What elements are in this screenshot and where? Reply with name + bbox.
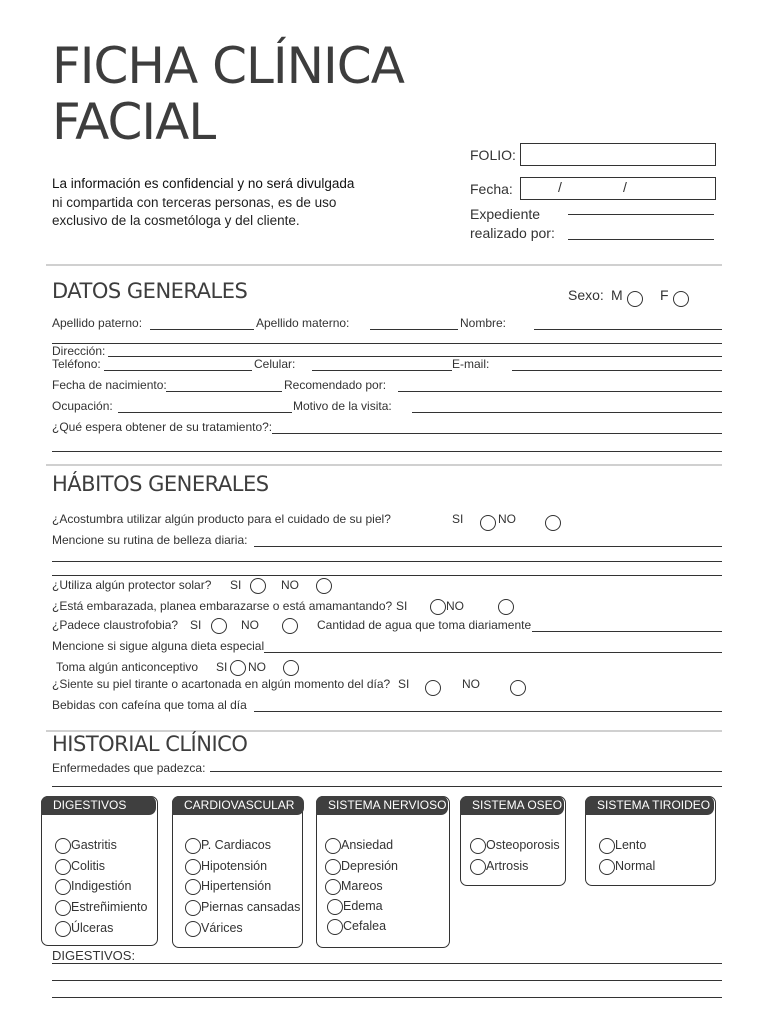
digestivos-line-3[interactable] bbox=[52, 997, 722, 998]
agua-label: Cantidad de agua que toma diariamente bbox=[317, 618, 532, 632]
digestivos-line-2[interactable] bbox=[52, 980, 722, 981]
option-edema[interactable] bbox=[343, 899, 383, 913]
motivo-label: Motivo de la visita: bbox=[293, 399, 392, 413]
section-historial-clinico: HISTORIAL CLÍNICO bbox=[52, 732, 248, 756]
option-label: Colitis bbox=[71, 859, 106, 873]
option-osteoporosis[interactable] bbox=[486, 838, 560, 852]
section-datos-generales: DATOS GENERALES bbox=[52, 279, 248, 303]
option-indigestion[interactable] bbox=[71, 879, 131, 893]
radio-circle[interactable] bbox=[55, 859, 71, 875]
category-sistema-oseo bbox=[460, 796, 566, 886]
rutina-line[interactable] bbox=[254, 546, 722, 547]
radio-circle[interactable] bbox=[185, 838, 201, 854]
option-label: Gastritis bbox=[71, 838, 117, 852]
radio-circle[interactable] bbox=[470, 838, 486, 854]
option-p-cardiacos[interactable] bbox=[201, 838, 271, 852]
apellido-paterno-label: Apellido paterno: bbox=[52, 316, 143, 330]
celular-line[interactable] bbox=[312, 370, 452, 371]
radio-circle[interactable] bbox=[185, 921, 201, 937]
option-ansiedad[interactable] bbox=[341, 838, 393, 852]
option-cefalea[interactable] bbox=[343, 919, 386, 933]
embarazada-si-radio[interactable] bbox=[430, 599, 446, 615]
option-label: Cefalea bbox=[343, 919, 387, 933]
option-label: Hipertensión bbox=[201, 879, 272, 893]
radio-circle[interactable] bbox=[599, 838, 615, 854]
category-digestivos bbox=[41, 796, 158, 946]
protector-question: ¿Utiliza algún protector solar? bbox=[52, 578, 212, 592]
sexo-m-label: M bbox=[611, 287, 623, 303]
tirante-no-radio[interactable] bbox=[510, 680, 526, 696]
realizado-label: realizado por: bbox=[470, 225, 555, 241]
sexo-f-label: F bbox=[660, 287, 669, 303]
anticonceptivo-si-label: SI bbox=[216, 660, 228, 674]
enfermedades-line[interactable] bbox=[210, 771, 722, 772]
radio-circle[interactable] bbox=[185, 900, 201, 916]
category-header: SISTEMA NERVIOSO bbox=[316, 796, 448, 815]
option-mareos[interactable] bbox=[341, 879, 383, 893]
radio-circle[interactable] bbox=[55, 879, 71, 895]
section-habitos-generales: HÁBITOS GENERALES bbox=[52, 472, 269, 496]
option-label: Artrosis bbox=[486, 859, 529, 873]
option-estrenimiento[interactable] bbox=[71, 900, 147, 914]
option-label: Hipotensión bbox=[201, 859, 268, 873]
enfermedades-label: Enfermedades que padezca: bbox=[52, 761, 206, 775]
expediente-label: Expediente bbox=[470, 206, 541, 222]
tirante-si-label: SI bbox=[398, 677, 410, 691]
confidentiality-note bbox=[52, 175, 392, 231]
embarazada-si-label: SI bbox=[396, 599, 408, 613]
option-label: Indigestión bbox=[71, 879, 132, 893]
blank-line[interactable] bbox=[52, 343, 722, 344]
direccion-label: Dirección: bbox=[52, 344, 106, 358]
option-label: Úlceras bbox=[71, 921, 114, 935]
producto-question: ¿Acostumbra utilizar algún producto para el cuidado de su piel? bbox=[52, 512, 391, 526]
celular-label: Celular: bbox=[254, 357, 296, 371]
option-hipertension[interactable] bbox=[201, 879, 271, 893]
producto-si-radio[interactable] bbox=[480, 515, 496, 531]
recomendado-label: Recomendado por: bbox=[284, 378, 387, 392]
option-label: Mareos bbox=[341, 879, 383, 893]
sexo-m-radio[interactable] bbox=[627, 291, 643, 307]
radio-circle[interactable] bbox=[55, 921, 71, 937]
intro-line-3: exclusivo de la cosmetóloga y del cliente. bbox=[52, 213, 300, 228]
option-colitis[interactable] bbox=[71, 859, 105, 873]
rutina-line-3[interactable] bbox=[52, 575, 722, 576]
option-gastritis[interactable] bbox=[71, 838, 117, 852]
intro-line-2: ni compartida con terceras personas, es de uso bbox=[52, 194, 337, 210]
option-label: Várices bbox=[201, 921, 243, 935]
expediente-line[interactable] bbox=[568, 214, 714, 215]
cafeina-line[interactable] bbox=[254, 711, 722, 712]
option-ulceras[interactable] bbox=[71, 921, 113, 935]
folio-field[interactable] bbox=[520, 143, 716, 166]
telefono-label: Teléfono: bbox=[52, 357, 101, 371]
radio-circle[interactable] bbox=[470, 859, 486, 875]
category-header: CARDIOVASCULAR bbox=[172, 796, 304, 815]
fecha-separator-2: / bbox=[623, 179, 627, 195]
rutina-label: Mencione su rutina de belleza diaria: bbox=[52, 533, 248, 547]
anticonceptivo-no-radio[interactable] bbox=[283, 660, 299, 676]
agua-line[interactable] bbox=[532, 631, 722, 632]
espera-label: ¿Qué espera obtener de su tratamiento?: bbox=[52, 420, 273, 434]
fecha-nacimiento-label: Fecha de nacimiento: bbox=[52, 378, 167, 392]
dieta-label: Mencione si sigue alguna dieta especial bbox=[52, 639, 265, 653]
category-header: DIGESTIVOS bbox=[41, 796, 156, 815]
radio-circle[interactable] bbox=[185, 859, 201, 875]
tirante-no-label: NO bbox=[462, 677, 480, 691]
option-label: Normal bbox=[615, 859, 656, 873]
claustrofobia-question: ¿Padece claustrofobia? bbox=[52, 618, 179, 632]
digestivos-footer-label: DIGESTIVOS: bbox=[52, 948, 136, 963]
producto-no-radio[interactable] bbox=[545, 515, 561, 531]
option-label: Estreñimiento bbox=[71, 900, 148, 914]
radio-circle[interactable] bbox=[325, 859, 341, 875]
claustrofobia-no-label: NO bbox=[241, 618, 259, 632]
divider bbox=[46, 264, 722, 266]
option-label: P. Cardiacos bbox=[201, 838, 271, 852]
sexo-f-radio[interactable] bbox=[673, 291, 689, 307]
option-normal[interactable] bbox=[615, 859, 655, 873]
motivo-line[interactable] bbox=[412, 412, 722, 413]
ocupacion-label: Ocupación: bbox=[52, 399, 113, 413]
page-title bbox=[52, 38, 404, 150]
recomendado-line[interactable] bbox=[398, 391, 722, 392]
radio-circle[interactable] bbox=[55, 900, 71, 916]
radio-circle[interactable] bbox=[327, 919, 343, 935]
anticonceptivo-no-label: NO bbox=[248, 660, 266, 674]
embarazada-no-label: NO bbox=[446, 599, 464, 613]
option-lento[interactable] bbox=[615, 838, 646, 852]
email-label: E-mail: bbox=[452, 357, 490, 371]
option-label: Piernas cansadas bbox=[201, 900, 301, 914]
tirante-si-radio[interactable] bbox=[425, 680, 441, 696]
option-piernas-cansadas[interactable] bbox=[201, 900, 300, 914]
option-label: Ansiedad bbox=[341, 838, 394, 852]
embarazada-no-radio[interactable] bbox=[498, 599, 514, 615]
radio-circle[interactable] bbox=[599, 859, 615, 875]
sexo-label: Sexo: bbox=[568, 287, 604, 303]
protector-si-radio[interactable] bbox=[250, 578, 266, 594]
fecha-field[interactable] bbox=[520, 177, 716, 200]
enfermedades-line-2[interactable] bbox=[52, 786, 722, 787]
intro-line-1: La información es confidencial y no será divulgada bbox=[52, 176, 355, 191]
option-label: Edema bbox=[343, 899, 383, 913]
claustrofobia-si-label: SI bbox=[190, 618, 202, 632]
fecha-nacimiento-line[interactable] bbox=[166, 391, 282, 392]
direccion-line[interactable] bbox=[108, 356, 722, 357]
producto-si-label: SI bbox=[452, 512, 464, 526]
espera-line-2[interactable] bbox=[52, 451, 722, 452]
title-line-2: FACIAL bbox=[52, 93, 216, 151]
anticonceptivo-si-radio[interactable] bbox=[230, 660, 246, 676]
radio-circle[interactable] bbox=[185, 879, 201, 895]
embarazada-question: ¿Está embarazada, planea embarazarse o está amamantando? bbox=[52, 599, 393, 613]
radio-circle[interactable] bbox=[327, 899, 343, 915]
option-label: Lento bbox=[615, 838, 647, 852]
tirante-question: ¿Siente su piel tirante o acartonada en algún momento del día? bbox=[52, 677, 391, 691]
radio-circle[interactable] bbox=[325, 838, 341, 854]
cafeina-label: Bebidas con cafeína que toma al día bbox=[52, 698, 247, 712]
realizado-line[interactable] bbox=[568, 239, 714, 240]
apellido-paterno-line[interactable] bbox=[150, 329, 254, 330]
category-sistema-nervioso bbox=[316, 796, 450, 948]
option-label: Osteoporosis bbox=[486, 838, 560, 852]
apellido-materno-line[interactable] bbox=[370, 329, 458, 330]
fecha-label: Fecha: bbox=[470, 181, 513, 197]
protector-no-radio[interactable] bbox=[316, 578, 332, 594]
espera-line[interactable] bbox=[272, 433, 722, 434]
apellido-materno-label: Apellido materno: bbox=[256, 316, 350, 330]
claustrofobia-si-radio[interactable] bbox=[211, 618, 227, 634]
fecha-separator-1: / bbox=[558, 179, 562, 195]
option-depresion[interactable] bbox=[341, 859, 398, 873]
protector-si-label: SI bbox=[230, 578, 242, 592]
option-hipotension[interactable] bbox=[201, 859, 267, 873]
folio-label: FOLIO: bbox=[470, 147, 516, 163]
digestivos-line-1[interactable] bbox=[52, 963, 722, 964]
option-artrosis[interactable] bbox=[486, 859, 528, 873]
rutina-line-2[interactable] bbox=[52, 561, 722, 562]
option-label: Depresión bbox=[341, 859, 398, 873]
radio-circle[interactable] bbox=[55, 838, 71, 854]
divider bbox=[46, 464, 722, 466]
category-sistema-tiroideo bbox=[585, 796, 716, 886]
dieta-line[interactable] bbox=[264, 652, 722, 653]
producto-no-label: NO bbox=[498, 512, 516, 526]
option-varices[interactable] bbox=[201, 921, 243, 935]
claustrofobia-no-radio[interactable] bbox=[282, 618, 298, 634]
email-line[interactable] bbox=[512, 370, 722, 371]
nombre-label: Nombre: bbox=[460, 316, 507, 330]
category-header: SISTEMA OSEO bbox=[460, 796, 564, 815]
telefono-line[interactable] bbox=[104, 370, 252, 371]
category-cardiovascular bbox=[172, 796, 303, 948]
ocupacion-line[interactable] bbox=[118, 412, 292, 413]
protector-no-label: NO bbox=[281, 578, 299, 592]
category-header: SISTEMA TIROIDEO bbox=[585, 796, 714, 815]
radio-circle[interactable] bbox=[325, 879, 341, 895]
nombre-line[interactable] bbox=[534, 329, 722, 330]
title-line-1: FICHA CLÍNICA bbox=[52, 37, 404, 95]
anticonceptivo-question: Toma algún anticonceptivo bbox=[56, 660, 199, 674]
